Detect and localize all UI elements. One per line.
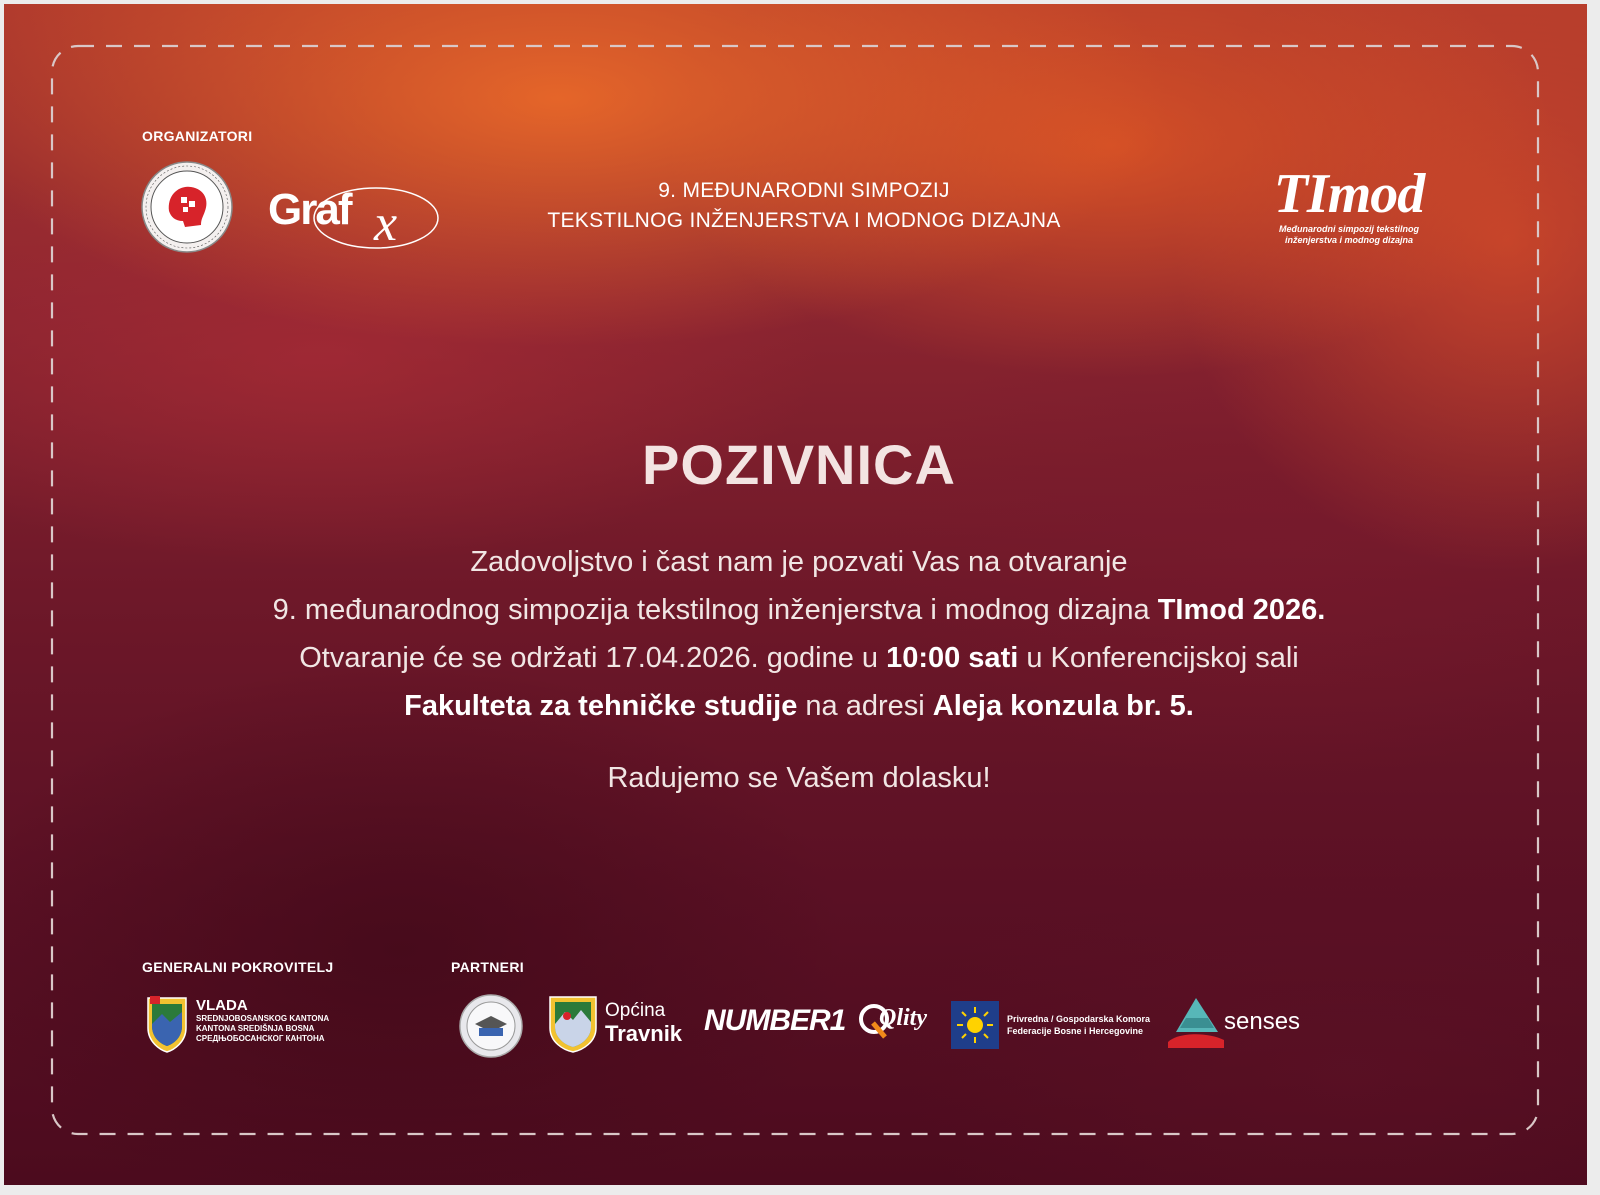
- university-seal-logo: [459, 994, 523, 1058]
- body-line-3-text: Otvaranje će se održati 17.04.2026. godine u: [299, 642, 887, 674]
- invitation-title: POZIVNICA: [642, 433, 956, 496]
- vlada-coat-of-arms-icon: [144, 994, 190, 1054]
- opcina-travnik-logo: [547, 994, 697, 1058]
- vlada-title: VLADA: [196, 997, 248, 1014]
- senses-mountain-icon: [1168, 996, 1226, 1050]
- senses-logo: [1168, 996, 1318, 1056]
- venue-address: Aleja konzula br. 5.: [932, 690, 1194, 722]
- number1-logo: NUMBER1: [704, 1004, 846, 1037]
- qlity-logo: [859, 999, 939, 1049]
- timod-logo-sub1: Međunarodni simpozij tekstilnog: [1278, 224, 1419, 234]
- grafx-logo: [266, 164, 442, 256]
- komora-line1: Privredna / Gospodarska Komora: [1007, 1014, 1151, 1024]
- symposium-title: [484, 176, 1124, 236]
- symposium-title-line1: 9. MEĐUNARODNI SIMPOZIJ: [658, 179, 950, 202]
- body-line-4: [4, 682, 1587, 730]
- svg-text:Graf: Graf: [268, 185, 351, 234]
- body-line-3: [4, 634, 1587, 682]
- closing-text: Radujemo se Vašem dolasku!: [607, 762, 991, 794]
- body-line-2-text: 9. međunarodnog simpozija tekstilnog inženjerstva i modnog dizajna: [272, 594, 1158, 626]
- vlada-logo: [144, 994, 354, 1056]
- timod-logo: [1259, 164, 1439, 246]
- body-line-4-text: na adresi: [797, 690, 933, 722]
- opcina-line1: Općina: [605, 1000, 666, 1021]
- organizers-label: ORGANIZATORI: [142, 128, 253, 144]
- invitation-body: [4, 538, 1587, 730]
- invitation-card: [4, 4, 1587, 1185]
- vlada-line2: KANTONA SREDIŠNJA BOSNA: [196, 1024, 315, 1033]
- partners-label: PARTNERI: [451, 959, 524, 975]
- komora-emblem-icon: [951, 1001, 999, 1049]
- vlada-line1: SREDNJOBOSANSKOG KANTONA: [196, 1014, 330, 1023]
- qlity-text: Qlity: [879, 1005, 927, 1031]
- travnik-coat-of-arms-icon: [547, 994, 599, 1054]
- senses-text: senses: [1224, 1008, 1301, 1035]
- komora-line2: Federacije Bosne i Hercegovine: [1007, 1026, 1144, 1036]
- symposium-title-line2: TEKSTILNOG INŽENJERSTVA I MODNOG DIZAJNA: [547, 209, 1061, 232]
- body-line-2: [4, 586, 1587, 634]
- event-time: 10:00 sati: [886, 642, 1019, 674]
- body-line-1: Zadovoljstvo i čast nam je pozvati Vas na otvaranje: [470, 546, 1128, 578]
- opcina-line2: Travnik: [605, 1021, 683, 1046]
- venue-name: Fakulteta za tehničke studije: [404, 690, 798, 722]
- general-sponsor-label: GENERALNI POKROVITELJ: [142, 959, 334, 975]
- timod-logo-sub2: inženjerstva i modnog dizajna: [1284, 235, 1414, 245]
- vlada-line3: СРЕДЊОБОСАНСКОГ КАНТОНА: [196, 1034, 325, 1043]
- komora-logo: [951, 1001, 1161, 1051]
- faculty-seal-logo: [141, 161, 233, 253]
- body-line-3-suffix: u Konferencijskoj sali: [1018, 642, 1299, 674]
- timod-logo-text: TImod: [1273, 163, 1425, 225]
- svg-text:x: x: [374, 195, 398, 252]
- event-name: TImod 2026.: [1157, 594, 1326, 626]
